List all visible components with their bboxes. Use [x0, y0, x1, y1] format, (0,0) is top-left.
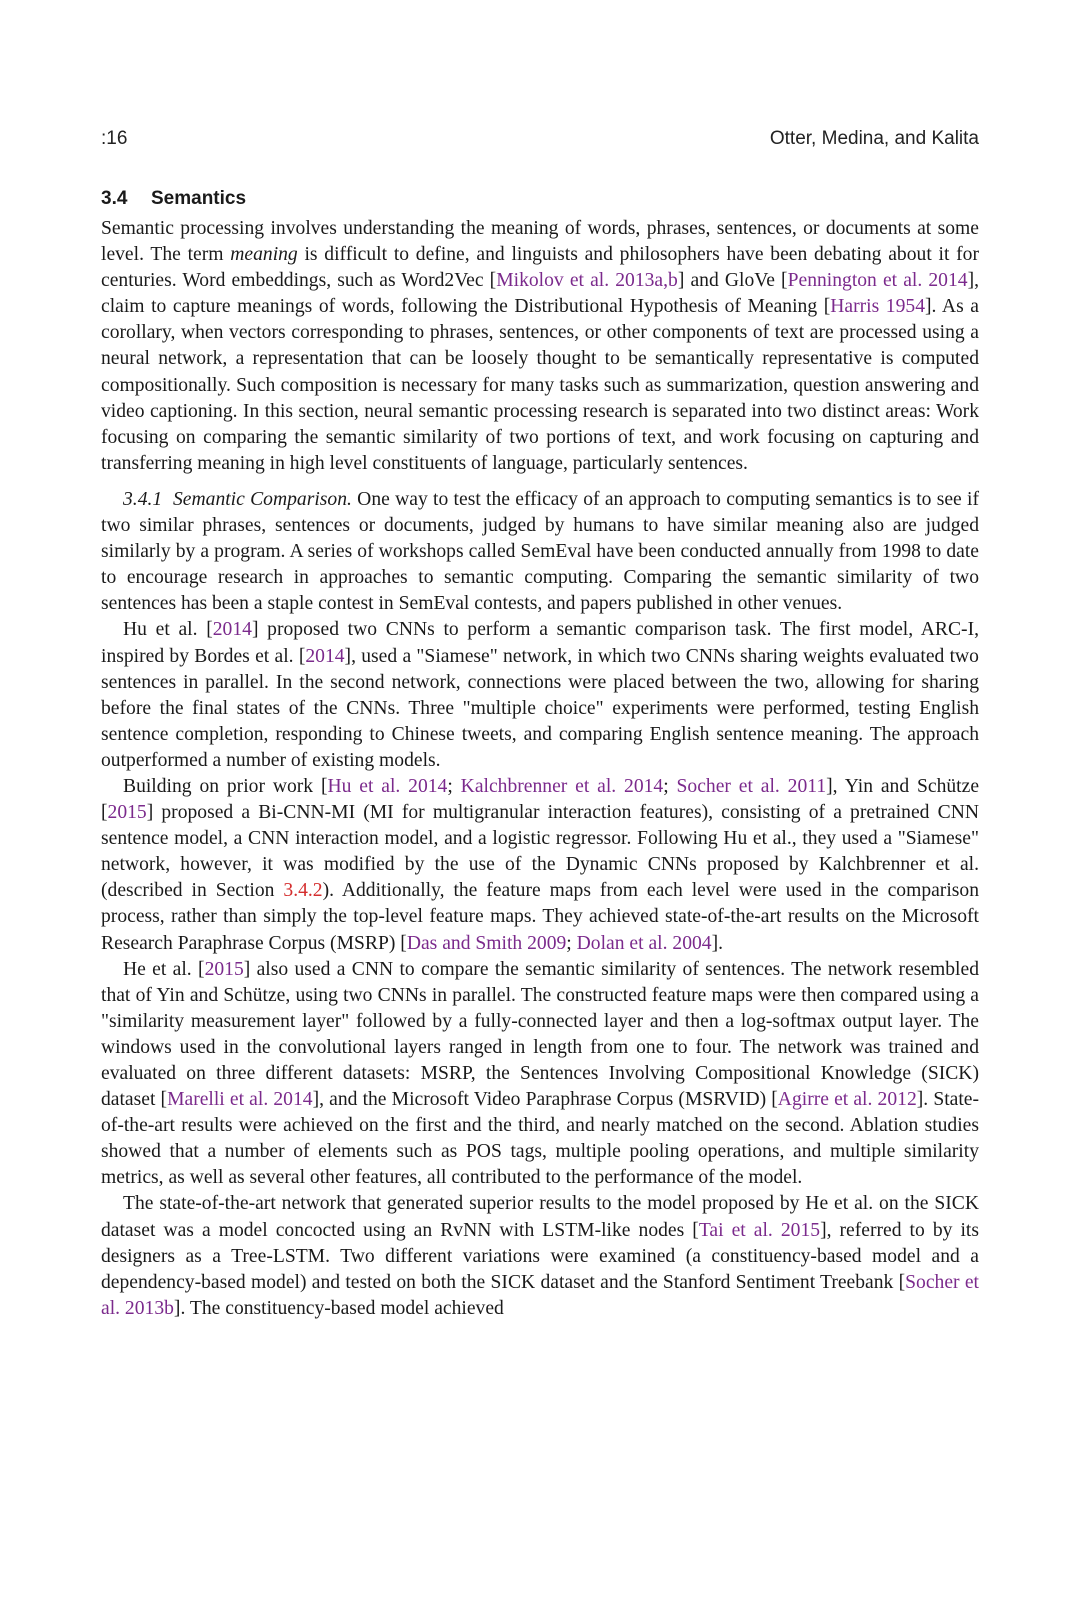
text: ] and GloVe [: [677, 270, 788, 292]
page-body: [101, 188, 979, 1322]
text: ] also used a CNN to compare the semantic similarity of sentences. The network resembled that of Yin and Schütze, using two CNNs in parallel. The constructed feature maps were then compared using a "similarity measurement layer" followed by a fully-connected layer and then a log-softmax output layer. The windows used in the convolutional layers ranged in length from one to four. The network was trained and evaluated on three different datasets: MSRP, the Sentences Involving Compositional Knowledge (SICK) dataset [: [101, 958, 979, 1111]
citation-link[interactable]: 2015: [204, 958, 244, 980]
text: ]. The constituency-based model achieved: [173, 1297, 504, 1319]
citation-link[interactable]: Hu et al. 2014: [327, 775, 448, 797]
citation-link[interactable]: Kalchbrenner et al. 2014: [460, 775, 664, 797]
text: One way to test the efficacy of an approach to computing semantics is to see if two similar phrases, sentences or documents, judged by humans to have similar meaning also are judged similarly by a program. A series of workshops called SemEval have been conducted annually from 1998 to date to encourage research in approaches to semantic computing. Comparing the semantic similarity of two sentences has been a staple contest in SemEval contests, and papers published in other venues.: [101, 488, 979, 615]
text: ] proposed a Bi-CNN-MI (MI for multigranular interaction features), consisting of a pretrained CNN sentence model, a CNN interaction model, and a logistic regressor. Following Hu et al., they used a "Siamese" network, however, it was modified by the use of the Dynamic CNNs proposed by Kalchbrenner et al. (described in Section: [101, 802, 979, 902]
citation-link[interactable]: Mikolov et al. 2013a,b: [496, 270, 678, 292]
text: ;: [447, 775, 461, 797]
text: ;: [663, 775, 677, 797]
citation-link[interactable]: Pennington et al. 2014: [787, 270, 968, 292]
citation-link[interactable]: Dolan et al. 2004: [576, 932, 712, 954]
citation-link[interactable]: 2014: [305, 645, 345, 667]
text: ], Yin and Schütze [: [101, 775, 980, 824]
text: He et al. [: [123, 958, 205, 980]
section-title: Semantics: [151, 188, 247, 209]
text: The state-of-the-art network that generated superior results to the model proposed by He et al. on the SICK dataset was a model concocted using an RvNN with LSTM-like nodes [: [101, 1193, 979, 1241]
citation-link[interactable]: 2015: [107, 802, 147, 824]
citation-link[interactable]: Tai et al. 2015: [698, 1219, 821, 1241]
paragraph-tree-lstm: [101, 1191, 979, 1321]
paragraph-hu: [101, 617, 979, 774]
text: ;: [566, 932, 577, 954]
subsection-number: 3.4.1: [123, 488, 163, 510]
text: is difficult to define, and linguists and philosophers have been debating about it for centuries. Word embeddings, such as Word2Vec [: [101, 244, 979, 292]
text: Hu et al. [: [123, 619, 213, 641]
citation-link[interactable]: Harris 1954: [830, 296, 925, 318]
text: ], and the Microsoft Video Paraphrase Corpus (MSRVID) [: [312, 1089, 778, 1111]
citation-link[interactable]: Socher et al. 2013b: [101, 1271, 979, 1319]
subsection-paragraph: [101, 487, 979, 617]
text: ], used a "Siamese" network, in which two CNNs sharing weights evaluated two sentences in parallel. In the second network, connections were placed between the two, allowing for sharing before the final states of the CNNs. Three "multiple choice" experiments were performed, testing English sentence completion, responding to Chinese tweets, and comparing English sentence meaning. The approach outperformed a number of existing models.: [101, 645, 979, 771]
text: ], claim to capture meanings of words, following the Distributional Hypothesis of Meaning [: [101, 270, 980, 318]
text: ). Additionally, the feature maps from each level were used in the comparison process, rather than simply the top-level feature maps. They achieved state-of-the-art results on the Microsoft Research Paraphrase Corpus (MSRP) [: [101, 880, 979, 954]
text: Building on prior work [: [123, 775, 328, 797]
citation-link[interactable]: Socher et al. 2011: [676, 775, 827, 797]
text: ]. State-of-the-art results were achieved on the first and the third, and nearly matched on the second. Ablation studies showed that a number of elements such as POS tags, multiple pooling operations, and multiple similarity metrics, as well as several other features, all contributed to the performance of the model.: [101, 1089, 980, 1189]
citation-link[interactable]: Marelli et al. 2014: [167, 1089, 313, 1111]
citation-link[interactable]: Das and Smith 2009: [406, 932, 567, 954]
subsection-title: Semantic Comparison.: [173, 488, 352, 510]
text: ]. As a corollary, when vectors corresponding to phrases, sentences, or other components of text are processed using a neural network, a representation that can be loosely thought to be semantically representative is computed compositionally. Such composition is necessary for many tasks such as summarization, question answering and video captioning. In this section, neural semantic processing research is separated into two distinct areas: Work focusing on comparing the semantic similarity of two portions of text, and work focusing on capturing and transferring meaning in high level constituents of language, particularly sentences.: [101, 296, 979, 474]
text: ] proposed two CNNs to perform a semantic comparison task. The first model, ARC-I, inspired by Bordes et al. [: [101, 619, 979, 667]
emphasis: meaning: [230, 244, 298, 266]
intro-paragraph: [101, 216, 979, 477]
running-authors: Otter, Medina, and Kalita: [769, 128, 979, 149]
running-header: [101, 128, 979, 150]
text: ].: [711, 932, 724, 954]
text: Semantic processing involves understanding the meaning of words, phrases, sentences, or documents at some level. The term: [101, 218, 979, 266]
section-heading: [101, 188, 979, 210]
section-reference-link[interactable]: 3.4.2: [283, 880, 323, 902]
text: ], referred to by its designers as a Tree-LSTM. Two different variations were examined (a constituency-based model and a dependency-based model) and tested on both the SICK dataset and the Stanford Sentiment Treebank [: [101, 1219, 979, 1293]
page-number: :16: [101, 128, 128, 149]
section-number: 3.4: [101, 188, 128, 209]
citation-link[interactable]: 2014: [212, 619, 252, 641]
citation-link[interactable]: Agirre et al. 2012: [777, 1089, 917, 1111]
paragraph-yin: [101, 774, 979, 957]
paragraph-he: [101, 957, 979, 1192]
